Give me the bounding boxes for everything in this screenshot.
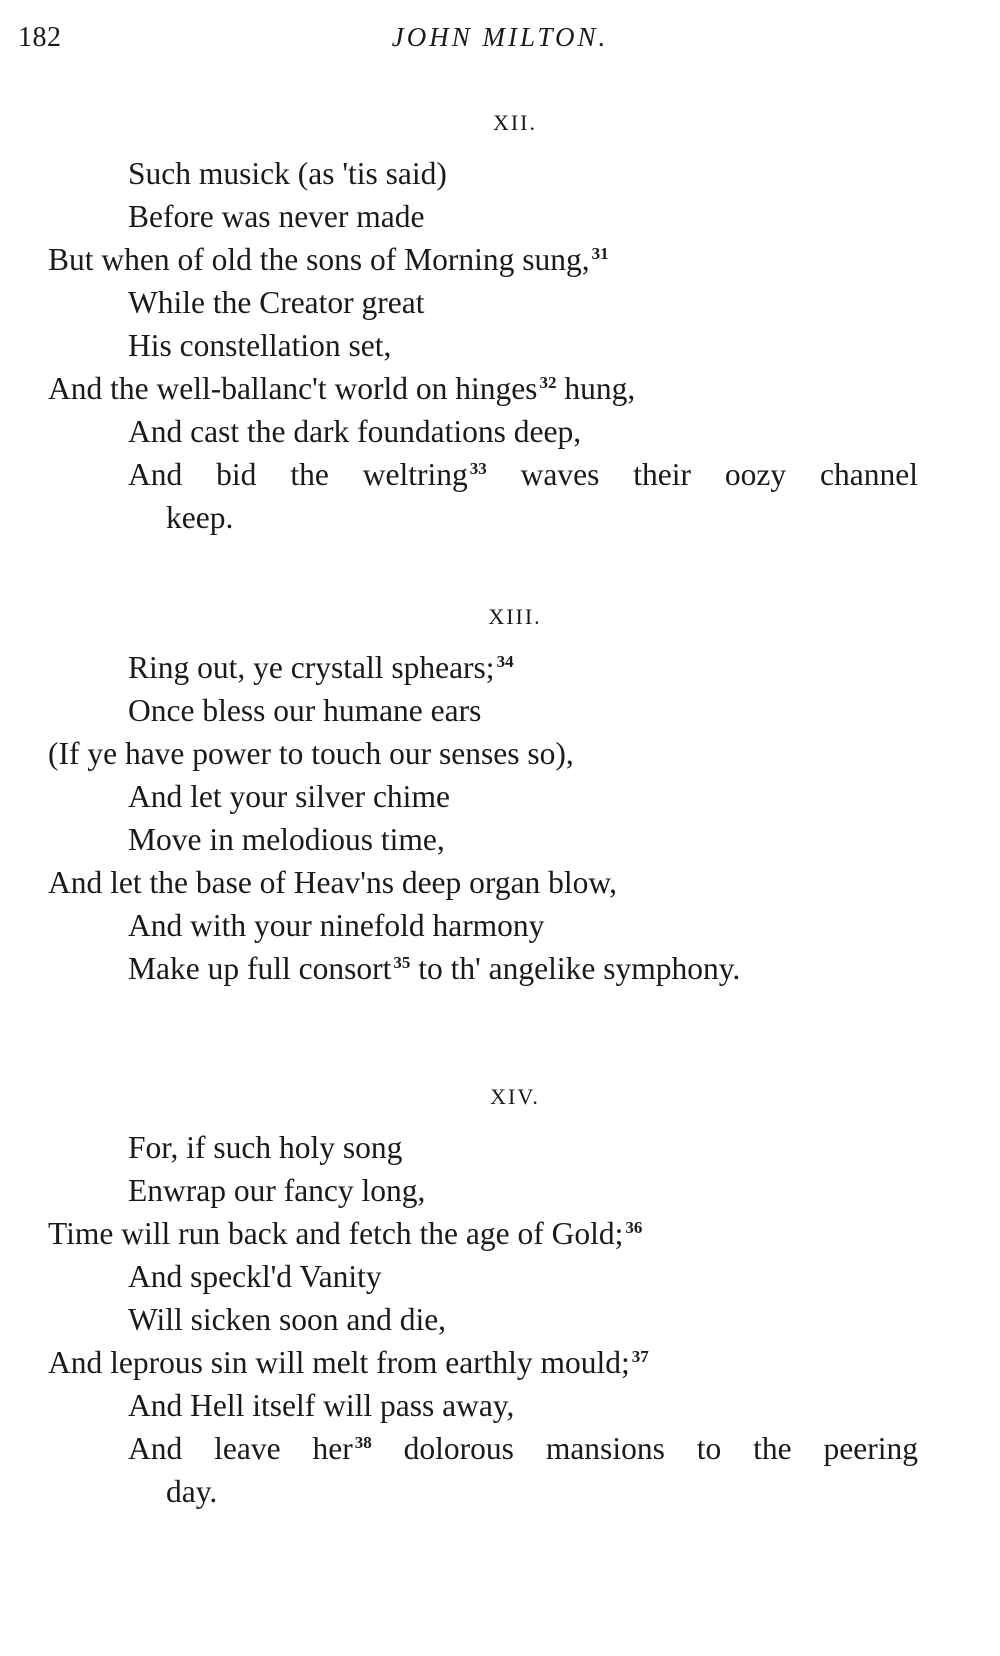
footnote-marker: 37 xyxy=(631,1346,649,1366)
verse-line-continuation: day. xyxy=(166,1474,218,1509)
verse-line: Enwrap our fancy long, xyxy=(128,1173,426,1208)
stanza-xii xyxy=(0,108,1000,539)
verse-line: And Hell itself will pass away, xyxy=(128,1388,515,1423)
verse-line: (If ye have power to touch our senses so), xyxy=(48,736,574,771)
footnote-marker: 36 xyxy=(625,1217,643,1237)
verse-line: Ring out, ye crystall sphears; $^{34}$ xyxy=(128,650,514,685)
footnote-marker: 38 xyxy=(354,1432,372,1452)
stanza-number: XII. xyxy=(492,110,538,135)
verse-line: Time will run back and fetch the age of Gold; $^{36}$ xyxy=(48,1216,643,1251)
verse-line: And let the base of Heav'ns deep organ blow, xyxy=(48,865,618,900)
footnote-marker: 35 xyxy=(393,952,411,972)
verse-line: For, if such holy song xyxy=(128,1130,403,1165)
stanza-number: XIII. xyxy=(488,604,542,629)
verse-line-continuation: keep. xyxy=(166,500,234,535)
verse-line: And bid the weltring $^{33}$ waves their oozy channel xyxy=(128,457,918,492)
verse-line: Once bless our humane ears xyxy=(128,693,482,728)
footnote-marker: 31 xyxy=(591,243,609,263)
verse-line: Make up full consort $^{35}$ to th' angelike symphony. xyxy=(128,951,741,986)
verse-line: Move in melodious time, xyxy=(128,822,445,857)
stanza-number: XIV. xyxy=(490,1084,540,1109)
verse-line: And cast the dark foundations deep, xyxy=(128,414,582,449)
running-head xyxy=(0,22,1000,62)
verse-line: And with your ninefold harmony xyxy=(128,908,545,943)
verse-line: But when of old the sons of Morning sung, $^{31}$ xyxy=(48,242,609,277)
footnote-marker: 33 xyxy=(469,458,487,478)
verse-line: And leprous sin will melt from earthly mould; $^{37}$ xyxy=(48,1345,649,1380)
running-title: JOHN MILTON. xyxy=(391,22,609,52)
stanza-xiii xyxy=(0,602,1000,990)
verse-line: His constellation set, xyxy=(128,328,392,363)
footnote-marker: 32 xyxy=(539,372,557,392)
verse-line: And the well-ballanc't world on hinges $^{32}$ hung, xyxy=(48,371,636,406)
verse-line: Before was never made xyxy=(128,199,425,234)
verse-line: And leave her $^{38}$ dolorous mansions to the peering xyxy=(128,1431,918,1466)
verse-line: And speckl'd Vanity xyxy=(128,1259,382,1294)
verse-line: Will sicken soon and die, xyxy=(128,1302,447,1337)
verse-line: Such musick (as 'tis said) xyxy=(128,156,447,191)
page-number: 182 xyxy=(18,22,62,53)
footnote-marker: 34 xyxy=(496,651,514,671)
stanza-xiv xyxy=(0,1082,1000,1513)
verse-line: And let your silver chime xyxy=(128,779,450,814)
verse-line: While the Creator great xyxy=(128,285,425,320)
